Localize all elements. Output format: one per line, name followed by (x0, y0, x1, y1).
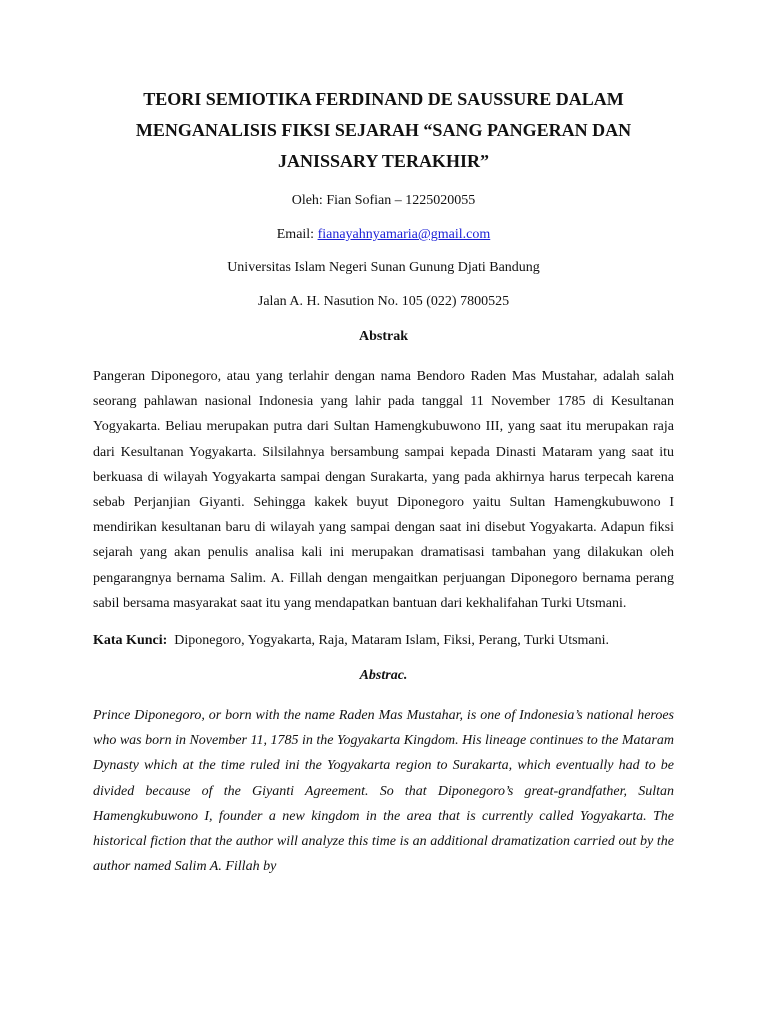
abstract-paragraph: Prince Diponegoro, or born with the name Raden Mas Mustahar, is one of Indonesia’s national heroes who was born in November 11, 1785 in the Yogyakarta Kingdom. His lineage continues to the Mataram Dynasty which at the time ruled ini the Yogyakarta region to Surakarta, which eventually had to be divided because of the Giyanti Agreement. So that Diponegoro’s great-grandfather, Sultan Hamengkubuwono I, founder a new kingdom in the area that is currently called Yogyakarta. The historical fiction that the author will analyze this time is an additional dramatization carried out by the author named Salim A. Fillah by (93, 708, 674, 875)
title-line-3: JANISSARY TERAKHIR” (278, 151, 489, 171)
keywords-value: Diponegoro, Yogyakarta, Raja, Mataram Islam, Fiksi, Perang, Turki Utsmani. (174, 633, 610, 649)
title-line-1: TEORI SEMIOTIKA FERDINAND DE SAUSSURE DALAM (143, 89, 624, 109)
paper-title (93, 84, 674, 177)
email-line (93, 227, 674, 243)
abstrak-paragraph: Pangeran Diponegoro, atau yang terlahir dengan nama Bendoro Raden Mas Mustahar, adalah salah seorang pahlawan nasional Indonesia yang lahir pada tanggal 11 November 1785 di Kesultanan Yogyakarta. Beliau merupakan putra dari Sultan Hamengkubuwono III, yang saat itu merupakan raja dari Kesultanan Yogyakarta. Silsilahnya bersambung sampai kepada Dinasti Mataram yang saat itu berkuasa di wilayah Yogyakarta sampai dengan Surakarta, yang pada akhirnya harus terpecah karena sebab Perjanjian Giyanti. Sehingga kakek buyut Diponegoro yaitu Sultan Hamengkubuwono I mendirikan kesultanan baru di wilayah yang sampai dengan saat ini disebut Yogyakarta. Adapun fiksi sejarah yang akan penulis analisa kali ini merupakan dramatisasi tambahan yang dilakukan oleh pengarangnya bernama Salim. A. Fillah dengan mengaitkan perjuangan Diponegoro bernama perang sabil bersama masyarakat saat itu yang mendapatkan bantuan dari kekhalifahan Turki Utsmani. (93, 369, 674, 611)
email-link[interactable]: fianayahnyamaria@gmail.com (317, 227, 491, 242)
title-line-2: MENGANALISIS FIKSI SEJARAH “SANG PANGERAN DAN (135, 120, 632, 140)
email-label: Email: (276, 227, 318, 242)
abstrak-heading: Abstrak (358, 329, 408, 344)
abstract-heading: Abstrac. (359, 668, 408, 684)
author-line: Oleh: Fian Sofian – 1225020055 (291, 193, 476, 208)
keywords-label: Kata Kunci: (93, 633, 168, 649)
keywords-line (93, 633, 674, 649)
address-line: Jalan A. H. Nasution No. 105 (022) 7800525 (257, 294, 510, 309)
university-line: Universitas Islam Negeri Sunan Gunung Djati Bandung (227, 260, 540, 275)
document-page (93, 84, 674, 879)
